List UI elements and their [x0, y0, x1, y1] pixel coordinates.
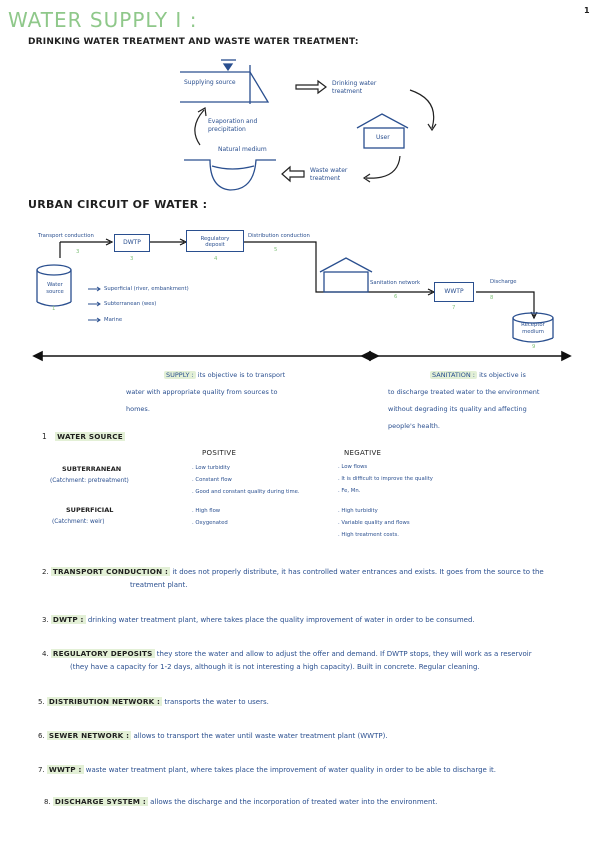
negative-header: NEGATIVE: [344, 449, 382, 457]
subterranean-label: SUBTERRANEAN: [62, 465, 122, 473]
list-item: . Low flows: [338, 464, 368, 470]
wwtp-label: WWTP: [444, 288, 464, 295]
list-item: . High flow: [192, 508, 221, 514]
sanitation-label: SANITATION :: [432, 371, 476, 379]
line-source-to-dwtp: [60, 242, 110, 258]
page-subtitle: DRINKING WATER TREATMENT AND WASTE WATER TREATMENT:: [28, 37, 359, 47]
item-wwtp: 7. WWTP : waste water treatment plant, where takes place the improvement of water quality in order to be able to discharge it.: [38, 765, 496, 774]
list-item: . Good and constant quality during time.: [192, 489, 300, 495]
natural-medium-label: Natural medium: [218, 146, 267, 153]
water-source-label: Water source: [46, 282, 64, 295]
number-5: 5: [274, 247, 278, 253]
water-source-heading: [42, 432, 125, 441]
source-superficial: Superficial (river, embankment): [104, 286, 189, 292]
dwtp-label: DWTP: [123, 239, 141, 246]
superficial-positive-list: [192, 505, 228, 529]
subterranean-positive-list: [192, 462, 300, 498]
page-number: 1: [584, 6, 590, 15]
item-regulatory-deposits: 4. REGULATORY DEPOSITS they store the water and allow to adjust the offer and demand. If DWTP stops, they will work as a reservoir (they have a capacity for 1-2 days, although it is not interesting a high capacity). Built in concrete. Regular cleaning.: [42, 649, 532, 671]
list-item: . High turbidity: [338, 508, 378, 514]
sanitation-network-label: Sanitation network: [370, 280, 421, 286]
page-title: WATER SUPPLY I :: [8, 8, 198, 32]
number-7: 7: [452, 305, 456, 311]
number-4: 4: [214, 256, 218, 262]
item-transport-conduction: 2. TRANSPORT CONDUCTION : it does not properly distribute, it has controlled water entrances and exists. It goes from the source to the treatment plant.: [42, 567, 544, 589]
sanitation-text-3: without degrading its quality and affecting: [388, 405, 527, 413]
number-3a: 3: [76, 249, 80, 255]
item-dwtp: 3. DWTP : drinking water treatment plant, where takes place the quality improvement of water in order to be consumed.: [42, 615, 475, 624]
natural-medium-river: [184, 160, 276, 190]
list-item: . Variable quality and flows: [338, 520, 410, 526]
transport-conduction-label: Transport conduction: [38, 233, 94, 239]
sanitation-text-4: people's health.: [388, 422, 440, 430]
number-3b: 3: [130, 256, 134, 262]
distribution-conduction-label: Distribution conduction: [248, 233, 310, 239]
urban-house: [320, 258, 372, 292]
arrow-to-waste: [366, 156, 400, 178]
sanitation-block: [388, 367, 598, 435]
wwtp-box: [434, 282, 474, 302]
arrow-to-drinking: [296, 81, 326, 93]
evaporation-label: Evaporation and precipitation: [208, 118, 258, 133]
list-item: . Oxygenated: [192, 520, 228, 526]
superficial-negative-list: [338, 505, 410, 541]
item-label: TRANSPORT CONDUCTION :: [52, 567, 169, 576]
regulatory-deposit-label: Regulatory deposit: [200, 236, 230, 248]
source-subterranean: Subterranean (wes): [104, 301, 157, 307]
arrow-to-supply: [195, 110, 204, 145]
item-discharge-system: 8. DISCHARGE SYSTEM : allows the discharge and the incorporation of treated water into the environment.: [44, 797, 438, 806]
item-sewer-network: 6. SEWER NETWORK : allows to transport the water until waste water treatment plant (WWTP).: [38, 731, 388, 740]
supplying-source-label: Supplying source: [184, 79, 236, 86]
number-1: 1: [52, 306, 56, 312]
supply-block: [126, 367, 356, 418]
superficial-sub: (Catchment: weir): [52, 519, 105, 525]
item-distribution-network: 5. DISTRIBUTION NETWORK : transports the water to users.: [38, 697, 269, 706]
user-label: User: [376, 134, 390, 141]
number-8: 8: [490, 295, 494, 301]
urban-circuit-title: URBAN CIRCUIT OF WATER :: [28, 198, 208, 211]
arrow-to-user: [410, 90, 434, 128]
subterranean-negative-list: [338, 461, 433, 497]
list-item: . Fe, Mn.: [338, 488, 361, 494]
supply-sanitation-arrow: [34, 352, 570, 360]
supply-label: SUPPLY :: [166, 371, 194, 379]
drinking-water-treatment-label: Drinking water treatment: [332, 80, 377, 95]
item-label: DISCHARGE SYSTEM :: [54, 797, 146, 806]
item-label: WWTP :: [48, 765, 82, 774]
receptor-medium-label: Receptor medium: [521, 322, 545, 335]
list-item: . Constant flow: [192, 477, 232, 483]
discharge-label: Discharge: [490, 279, 517, 285]
item-label: DISTRIBUTION NETWORK :: [48, 697, 161, 706]
number-9: 9: [532, 344, 536, 350]
source-marine: Marine: [104, 317, 123, 323]
list-item: . Low turbidity: [192, 465, 230, 471]
item-label: SEWER NETWORK :: [48, 731, 130, 740]
water-source-number: 1: [42, 432, 47, 441]
subterranean-sub: (Catchment: pretreatment): [50, 478, 129, 484]
waste-water-treatment-label: Waste water treatment: [310, 167, 348, 182]
user-house: [357, 114, 408, 148]
item-label: REGULATORY DEPOSITS: [52, 649, 153, 658]
supply-text-1: its objective is to transport: [197, 371, 286, 379]
regulatory-deposit-box: [186, 230, 244, 252]
sanitation-text-1: its objective is: [479, 371, 526, 379]
arrow-to-natural: [282, 167, 304, 181]
positive-header: POSITIVE: [202, 449, 237, 457]
sanitation-text-2: to discharge treated water to the environment: [388, 388, 540, 396]
line-wwtp-to-discharge: [476, 292, 534, 316]
supply-text-2: water with appropriate quality from sources to: [126, 388, 278, 396]
item-label: DWTP :: [52, 615, 84, 624]
superficial-label: SUPERFICIAL: [66, 506, 114, 514]
dwtp-box: [114, 234, 150, 252]
water-source-section-label: WATER SOURCE: [57, 432, 123, 441]
list-item: . High treatment costs.: [338, 532, 399, 538]
number-6: 6: [394, 294, 398, 300]
list-item: . It is difficult to improve the quality: [338, 476, 433, 482]
supply-text-3: homes.: [126, 405, 150, 413]
